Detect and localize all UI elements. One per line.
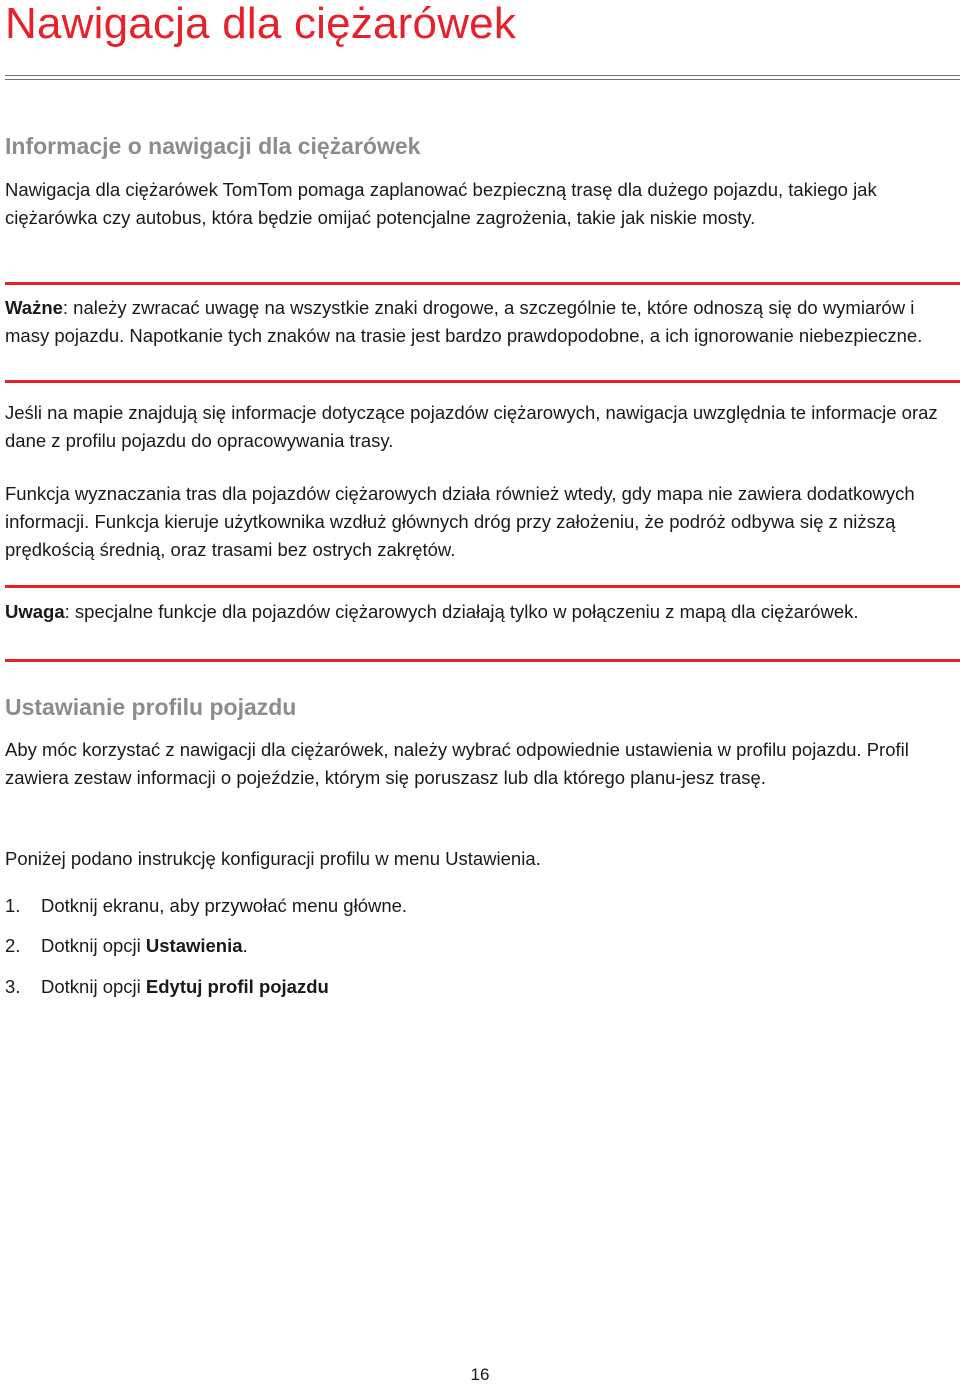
step-item [5, 892, 955, 920]
uwaga-text: : specjalne funkcje dla pojazdów ciężarowych działają tylko w połączeniu z mapą dla ciężarówek. [64, 601, 859, 622]
important-label: Ważne [5, 297, 63, 318]
step-bold-term: Edytuj profil pojazdu [145, 976, 329, 997]
step-bold-term: Ustawienia [145, 935, 243, 956]
section-heading-info: Informacje o nawigacji dla ciężarówek [5, 133, 421, 159]
routing-paragraph: Funkcja wyznaczania tras dla pojazdów ciężarowych działa również wtedy, gdy mapa nie zawiera dodatkowych informacji. Funkcja kieruje użytkownika wzdłuż głównych dróg przy założeniu, że podróż odbywa się z niższą prędkością średnią, oraz trasami bez ostrych zakrętów. [5, 483, 915, 560]
step-number: 2. [5, 935, 21, 956]
uwaga-note [5, 598, 955, 626]
important-text: : należy zwracać uwagę na wszystkie znaki drogowe, a szczególnie te, które odnoszą się do wymiarów i masy pojazdu. Napotkanie tych znaków na trasie jest bardzo prawdopodobne, a ich ignorowanie niebezpieczne. [5, 297, 923, 346]
uwaga-note-bottom-rule [5, 659, 960, 662]
important-note-bottom-rule [5, 380, 960, 383]
uwaga-label: Uwaga [5, 601, 65, 622]
step-number: 1. [5, 895, 21, 916]
step-item [5, 932, 955, 960]
profile-paragraph: Aby móc korzystać z nawigacji dla ciężarówek, należy wybrać odpowiednie ustawienia w profilu pojazdu. Profil zawiera zestaw informacji o pojeździe, którym się poruszasz lub dla którego planu-jesz trasę. [5, 739, 909, 788]
section-heading-profile: Ustawianie profilu pojazdu [5, 694, 297, 720]
important-note-top-rule [5, 282, 960, 285]
step-text: Dotknij opcji [41, 935, 146, 956]
title-double-rule [5, 75, 960, 80]
map-info-paragraph: Jeśli na mapie znajdują się informacje dotyczące pojazdów ciężarowych, nawigacja uwzględnia te informacje oraz dane z profilu pojazdu do opracowywania trasy. [5, 402, 938, 451]
important-note [5, 294, 955, 350]
page-number: 16 [470, 1365, 490, 1384]
instructions-intro: Poniżej podano instrukcję konfiguracji profilu w menu Ustawienia. [5, 848, 541, 869]
step-item [5, 973, 955, 1001]
page-title: Nawigacja dla ciężarówek [5, 0, 517, 48]
step-text: Dotknij opcji [41, 976, 146, 997]
intro-paragraph: Nawigacja dla ciężarówek TomTom pomaga zaplanować bezpieczną trasę dla dużego pojazdu, takiego jak ciężarówka czy autobus, która będzie omijać potencjalne zagrożenia, takie jak niskie mosty. [5, 179, 877, 228]
step-text-after: . [242, 935, 248, 956]
step-number: 3. [5, 976, 21, 997]
step-text: Dotknij ekranu, aby przywołać menu główne. [41, 895, 408, 916]
uwaga-note-top-rule [5, 585, 960, 588]
